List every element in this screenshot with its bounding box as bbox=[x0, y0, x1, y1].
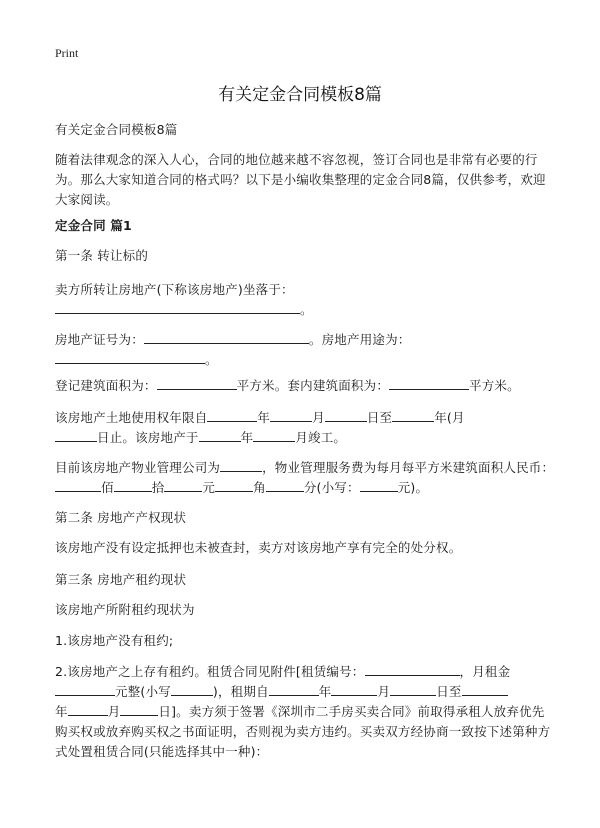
article3-heading: 第三条 房地产租约现状 bbox=[55, 572, 187, 587]
blank[interactable] bbox=[325, 408, 367, 422]
blank[interactable] bbox=[215, 478, 253, 492]
inner-area-label: 套内建筑面积为： bbox=[287, 378, 390, 393]
item2-b: ，月租金 bbox=[459, 664, 511, 679]
blank[interactable] bbox=[114, 478, 152, 492]
month-text: 月 bbox=[312, 410, 325, 425]
item2-c: 元整(小写 bbox=[115, 684, 171, 699]
mgmt-prefix: 目前该房地产物业管理公司为 bbox=[55, 460, 221, 475]
area-clause bbox=[55, 376, 555, 396]
item2-j: 日]。卖方须于签署《深圳市二手房买卖合同》前取得承租人放弃优先购买权或放弃购买权之书面证明，否则视为卖方违约。买卖双方经协商一致按下述第种方式处置租赁合同(只能选择其中一种)： bbox=[55, 704, 551, 759]
area-blank[interactable] bbox=[157, 376, 237, 390]
completed-text: 月竣工。 bbox=[295, 430, 347, 445]
blank[interactable] bbox=[266, 478, 304, 492]
bai-text: 佰 bbox=[101, 480, 114, 495]
item2-g: 日至 bbox=[436, 684, 462, 699]
area-unit: 平方米。 bbox=[236, 378, 288, 393]
year-paren-text: 年(月 bbox=[434, 410, 465, 425]
blank[interactable] bbox=[199, 428, 241, 442]
article2-heading: 第二条 房地产产权现状 bbox=[55, 510, 187, 525]
blank[interactable] bbox=[331, 682, 377, 696]
mgmt-blank[interactable] bbox=[220, 458, 262, 472]
built-text: 日止。该房地产于 bbox=[97, 430, 199, 445]
item2-d: )，租期自 bbox=[212, 684, 269, 699]
intro-paragraph: 随着法律观念的深入人心，合同的地位越来越不容忽视，签订合同也是非常有必要的行为。那么大家知道合同的格式吗？以下是小编收集整理的定金合同8篇，仅供参考，欢迎大家阅读。 bbox=[55, 152, 546, 207]
location-clause bbox=[55, 280, 555, 320]
inner-area-blank[interactable] bbox=[389, 376, 469, 390]
blank[interactable] bbox=[390, 682, 436, 696]
rent-blank[interactable] bbox=[55, 682, 115, 696]
blank[interactable] bbox=[392, 408, 434, 422]
print-link[interactable]: Print bbox=[55, 46, 79, 60]
article3-status: 该房地产所附租约现状为 bbox=[55, 602, 195, 617]
blank[interactable] bbox=[55, 478, 101, 492]
usage-label: 。房地产用途为： bbox=[308, 332, 411, 347]
year-text: 年 bbox=[257, 410, 271, 425]
cert-blank[interactable] bbox=[144, 330, 309, 344]
area-unit: 平方米。 bbox=[469, 378, 520, 393]
item2-h: 年 bbox=[55, 704, 68, 719]
mgmt-clause bbox=[55, 458, 555, 498]
article3-item2 bbox=[55, 662, 555, 762]
shi-text: 拾 bbox=[151, 480, 165, 495]
land-use-clause bbox=[55, 408, 555, 448]
mgmt-fee-text: ，物业管理服务费为每月每平方米建筑面积人民币： bbox=[262, 460, 555, 475]
item2-e: 年 bbox=[318, 684, 332, 699]
document-title: 有关定金合同模板8篇 bbox=[218, 85, 382, 105]
blank[interactable] bbox=[207, 408, 257, 422]
usage-blank[interactable] bbox=[55, 350, 205, 364]
blank[interactable] bbox=[462, 682, 508, 696]
item2-a: 2.该房地产之上存有租约。租赁合同见附件[租赁编号： bbox=[55, 664, 365, 679]
end-mark: 。 bbox=[205, 352, 218, 367]
article1-heading: 第一条 转让标的 bbox=[55, 248, 149, 263]
fen-text: 分(小写： bbox=[303, 480, 360, 495]
article2-body: 该房地产没有设定抵押也未被查封，卖方对该房地产享有完全的处分权。 bbox=[55, 540, 462, 555]
section-title: 定金合同 篇1 bbox=[55, 218, 132, 233]
blank[interactable] bbox=[253, 428, 295, 442]
item2-i: 月 bbox=[107, 704, 121, 719]
item2-f: 月 bbox=[377, 684, 391, 699]
lease-no-blank[interactable] bbox=[365, 662, 460, 676]
end-mark: 。 bbox=[300, 302, 313, 317]
area-label: 登记建筑面积为： bbox=[55, 378, 157, 393]
location-label: 卖方所转让房地产(下称该房地产)坐落于： bbox=[55, 282, 294, 297]
blank[interactable] bbox=[120, 702, 158, 716]
article3-item1: 1.该房地产没有租约; bbox=[55, 633, 174, 648]
blank[interactable] bbox=[55, 428, 97, 442]
blank[interactable] bbox=[269, 682, 319, 696]
rent-small-blank[interactable] bbox=[171, 682, 213, 696]
document-subtitle: 有关定金合同模板8篇 bbox=[55, 122, 178, 137]
blank[interactable] bbox=[270, 408, 312, 422]
blank[interactable] bbox=[360, 478, 398, 492]
yuan-close-text: 元)。 bbox=[397, 480, 429, 495]
cert-label: 房地产证号为： bbox=[55, 332, 144, 347]
blank[interactable] bbox=[68, 702, 108, 716]
year-text: 年 bbox=[240, 430, 254, 445]
land-use-prefix: 该房地产土地使用权年限自 bbox=[55, 410, 208, 425]
yuan-text: 元 bbox=[202, 480, 216, 495]
day-to-text: 日至 bbox=[366, 410, 393, 425]
jiao-text: 角 bbox=[253, 480, 266, 495]
cert-clause bbox=[55, 330, 555, 370]
blank[interactable] bbox=[164, 478, 202, 492]
location-blank[interactable] bbox=[55, 300, 300, 314]
